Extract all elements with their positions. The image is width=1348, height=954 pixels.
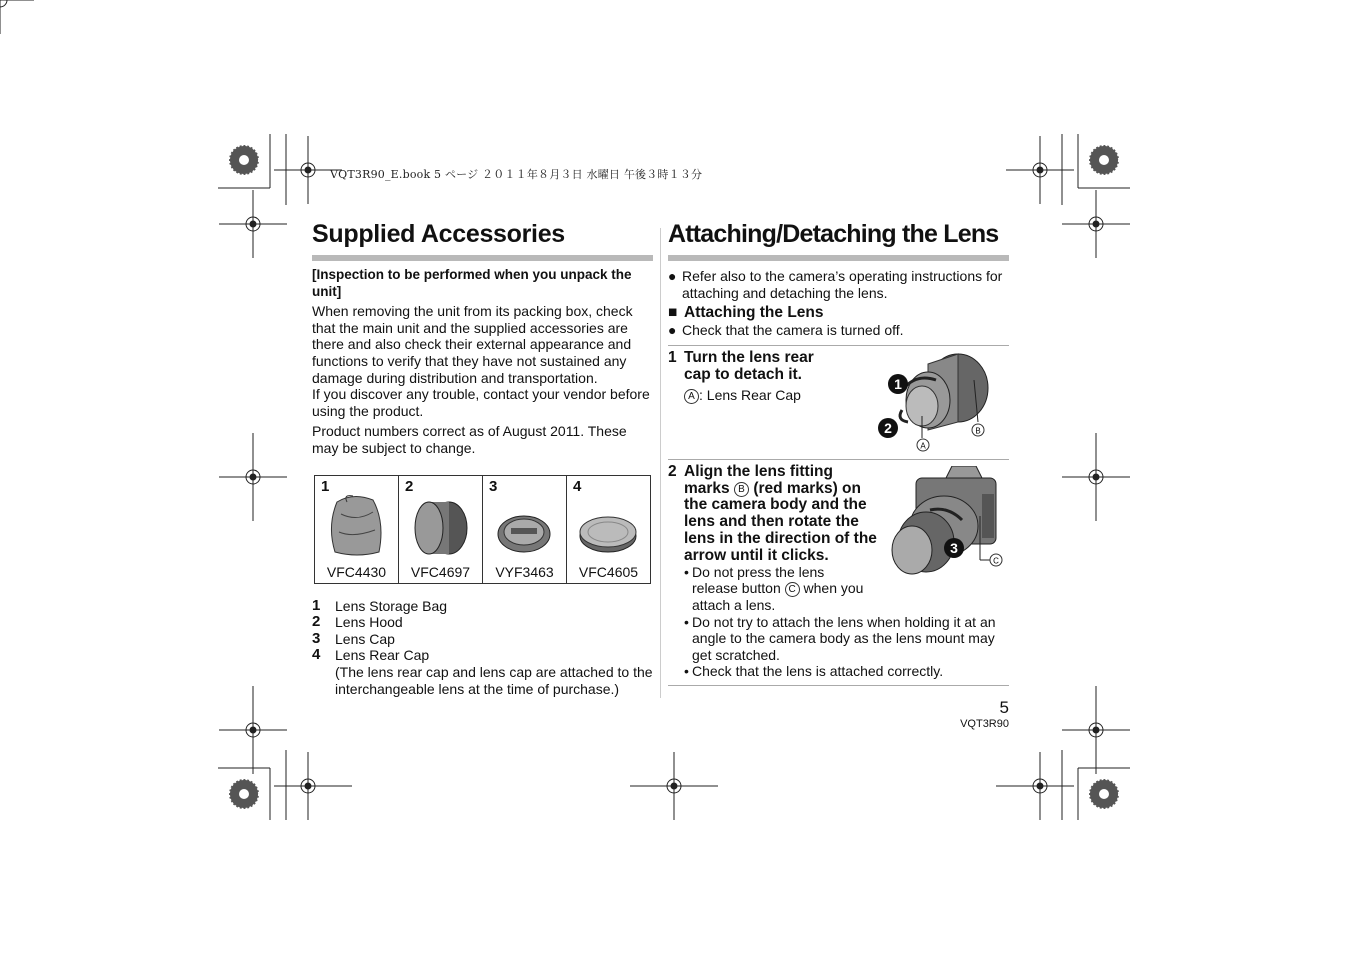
list-number: 2 — [312, 613, 321, 631]
accessory-number: 3 — [489, 477, 498, 495]
step-2-bullet: • Check that the lens is attached correctly. — [684, 662, 944, 679]
lens-storage-bag-image — [323, 492, 389, 560]
accessory-number: 2 — [405, 477, 414, 495]
step-2-bullet: • Do not try to attach the lens when holding it at an angle to the camera body as the lens mount may get scratched. — [684, 614, 1009, 664]
step-text-part: (red marks) on the camera body and the lens and then rotate the lens in the direction of the arrow until it clicks. — [684, 479, 877, 564]
inspection-heading: [Inspection to be performed when you unpack the unit] — [312, 267, 632, 299]
accessory-cell — [567, 475, 651, 583]
figure-label-c: C — [993, 556, 999, 566]
lens-rear-cap-figure — [878, 350, 1003, 458]
product-numbers-note: Product numbers correct as of August 2011. These may be subject to change. — [312, 423, 627, 456]
step-text: Turn the lens rear cap to detach it. — [684, 348, 814, 383]
list-number: 3 — [312, 629, 321, 647]
figure-number-1: 1 — [894, 375, 902, 392]
camera-lens-figure — [886, 466, 1011, 584]
attaching-subheading: ■ Attaching the Lens — [668, 304, 824, 322]
accessory-number: 1 — [321, 477, 330, 495]
accessory-number: 4 — [573, 477, 582, 495]
accessory-code: VYF3463 — [495, 563, 554, 580]
model-code: VQT3R90 — [960, 717, 1009, 730]
list-label: Lens Storage Bag — [335, 597, 448, 614]
lens-hood-image — [407, 492, 473, 560]
bullet-text-part: Do not press the lens release button — [692, 563, 825, 597]
figure-label-a: A — [920, 441, 926, 451]
step-divider — [668, 685, 1009, 686]
list-item — [312, 631, 653, 648]
inspection-paragraph: When removing the unit from its packing box, check that the main unit and the supplied accessories are there and also check their external appearance and functions to verify that they have not sustained any damage during distribution and transportation. — [312, 303, 633, 386]
list-item — [312, 614, 653, 631]
accessory-cell — [399, 475, 483, 583]
lens-cap-note: (The lens rear cap and lens cap are attached to the interchangeable lens at the time of purchase.) — [335, 663, 653, 697]
accessory-list — [312, 598, 653, 698]
figure-number-2: 2 — [884, 419, 892, 436]
column-divider — [660, 228, 661, 698]
list-number: 1 — [312, 596, 321, 614]
title-rule — [312, 255, 653, 261]
bullet-item: ● Refer also to the camera’s operating instructions for attaching and detaching the lens. — [668, 268, 1009, 301]
lens-rear-cap-image — [575, 492, 641, 560]
accessory-code: VFC4697 — [410, 563, 471, 580]
supplied-accessories-title: Supplied Accessories — [312, 220, 565, 248]
step-text — [684, 464, 880, 565]
list-item — [312, 598, 653, 615]
note-text: : Lens Rear Cap — [699, 386, 801, 403]
figure-number-3: 3 — [950, 539, 958, 556]
step-number: 1 — [668, 348, 677, 366]
list-label: Lens Hood — [335, 614, 403, 631]
step-number: 2 — [668, 462, 677, 480]
accessory-code: VFC4605 — [578, 563, 639, 580]
accessory-code: VFC4430 — [326, 563, 387, 580]
bullet-text: Do not try to attach the lens when holding it at an angle to the camera body as the lens mount may get scratched. — [692, 613, 996, 663]
lens-cap-image — [491, 492, 557, 560]
attaching-lens-title: Attaching/Detaching the Lens — [668, 220, 999, 248]
page-number: 5 — [999, 697, 1009, 717]
book-header: VQT3R90_E.book 5 ページ ２０１１年８月３日 水曜日 午後３時１３分 — [330, 168, 703, 181]
bullet-text-part: when you attach a lens. — [692, 580, 864, 614]
list-label: Lens Rear Cap — [335, 647, 430, 664]
label-c-marker: C — [785, 582, 800, 597]
label-b-marker: B — [734, 482, 749, 497]
accessory-cell — [483, 475, 567, 583]
accessory-cell — [315, 475, 399, 583]
list-number: 4 — [312, 646, 321, 664]
step-2-bullet: • Do not press the lens release button C when you attach a lens. — [684, 563, 864, 614]
left-column — [312, 220, 653, 697]
step-2 — [668, 460, 1009, 685]
trouble-paragraph: If you discover any trouble, contact your vendor before using the product. — [312, 386, 650, 419]
bullet-text: Check that the camera is turned off. — [682, 322, 904, 339]
accessories-table — [314, 475, 651, 584]
step-1 — [668, 346, 1009, 459]
right-column — [668, 220, 1009, 730]
step-1-note — [684, 387, 801, 404]
step-text-part: Align the lens fitting marks — [684, 462, 833, 497]
label-a-marker: A — [684, 389, 699, 404]
subheading-text: Attaching the Lens — [684, 304, 824, 322]
title-rule — [668, 255, 1009, 261]
list-item — [312, 647, 653, 664]
figure-label-b: B — [975, 426, 981, 436]
bullet-text: Check that the lens is attached correctly. — [692, 662, 944, 679]
list-label: Lens Cap — [335, 630, 395, 647]
bullet-item: ● Check that the camera is turned off. — [668, 322, 904, 339]
bullet-text: Refer also to the camera’s operating instructions for attaching and detaching the lens. — [682, 268, 1003, 301]
